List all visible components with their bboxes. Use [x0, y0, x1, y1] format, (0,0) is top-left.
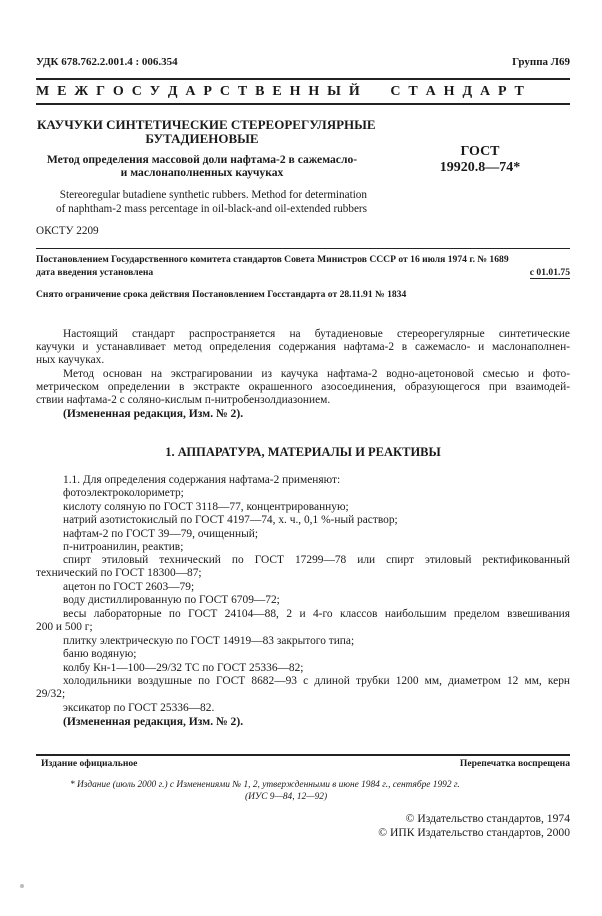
decree-line-1: Постановлением Государственного комитета стандартов Совета Министров СССР от 16 июля 1974 г. № 1689 [36, 254, 509, 265]
reprint-forbidden: Перепечатка воспрещена [459, 758, 570, 769]
list-line: 200 и 500 г; [36, 621, 93, 634]
section-1-list-c [63, 635, 354, 675]
title-english [37, 188, 367, 216]
standard-banner: М Е Ж Г О С У Д А Р С Т В Е Н Н Ы Й С Т А Н Д А Р Т [36, 84, 526, 99]
top-rule [36, 78, 570, 80]
list-line: холодильники воздушные по ГОСТ 8682—93 с длиной трубки 1200 мм, диаметром 12 мм, керн [63, 675, 570, 687]
footnote-line-1: * Издание (июль 2000 г.) с Изменениями № 1, 2, утвержденными в июне 1984 г., сентябре 1992 г. [70, 780, 460, 790]
title-en-1: Stereoregular butadiene synthetic rubbers. Method for determination [59, 189, 367, 201]
list-line: воду дистиллированную по ГОСТ 6709—72; [63, 594, 280, 607]
section-1-vesy [36, 608, 570, 634]
copyright-2000: © ИПК Издательство стандартов, 2000 [378, 826, 570, 839]
udk-code: УДК 678.762.2.001.4 : 006.354 [36, 56, 178, 68]
intro-paragraph-1 [36, 328, 570, 368]
decree-rule [36, 248, 570, 249]
list-line: плитку электрическую по ГОСТ 14919—83 закрытого типа; [63, 635, 355, 647]
section-1-list-a [63, 474, 398, 554]
scan-speck [20, 884, 24, 888]
decree-line-2: дата введения установлена [36, 267, 154, 278]
section-1-heading: 1. АППАРАТУРА, МАТЕРИАЛЫ И РЕАКТИВЫ [165, 445, 441, 459]
list-line: колбу Кн-1—100—29/32 ТС по ГОСТ 25336—82; [63, 661, 304, 674]
copyright-1974: © Издательство стандартов, 1974 [405, 812, 570, 825]
list-line: технический по ГОСТ 18300—87; [36, 567, 202, 580]
okstu-code: ОКСТУ 2209 [36, 225, 99, 237]
list-line: спирт этиловый технический по ГОСТ 17299—78 или спирт этиловый ректификованный [63, 554, 570, 566]
title-sub-1: Метод определения массовой доли нафтама-2 в сажемасло- [46, 153, 358, 166]
decree-line-3: Снято ограничение срока действия Постановлением Госстандарта от 28.11.91 № 1834 [36, 289, 407, 300]
section-1-spirt [36, 554, 570, 580]
list-line: 29/32; [36, 688, 66, 701]
decree-date: с 01.01.75 [529, 267, 570, 278]
intro-p2-line: ствии нафтама-2 с соляно-кислым п-нитробензолдиазонием. [36, 394, 331, 407]
official-edition: Издание официальное [41, 758, 138, 769]
intro-p1-line: ных каучуках. [36, 354, 105, 367]
list-line: кислоту соляную по ГОСТ 3118—77, концентрированную; [63, 500, 349, 513]
section-1-amendment: (Измененная редакция, Изм. № 2). [63, 715, 244, 728]
title-line-2: БУТАДИЕНОВЫЕ [145, 131, 259, 146]
section-1-list-b [63, 581, 280, 608]
list-line: весы лабораторные по ГОСТ 24104—88, 2 и 4-го классов наибольшим пределом взвешивания [63, 608, 570, 620]
group-code: Группа Л69 [512, 56, 570, 68]
intro-paragraph-2 [36, 368, 570, 408]
title-en-2: of naphtham-2 mass percentage in oil-black-and oil-extended rubbers [56, 203, 367, 215]
title-main [37, 117, 376, 146]
title-line-1: КАУЧУКИ СИНТЕТИЧЕСКИЕ СТЕРЕОРЕГУЛЯРНЫЕ [37, 117, 376, 132]
intro-p2-line: Метод основан на экстрагировании из каучука нафтама-2 водно-ацетоновой смесью и фото- [63, 368, 570, 380]
section-1-holodilniki [36, 675, 570, 701]
list-line: баню водяную; [63, 648, 137, 661]
intro-p1-line: каучуки и устанавливает метод определения содержания нафтама-2 в сажемасло- и маслонаполнен- [36, 341, 570, 354]
footnote-line-2: (ИУС 9—84, 12—92) [245, 792, 328, 802]
list-line: п-нитроанилин, реактив; [63, 541, 184, 554]
list-line: 1.1. Для определения содержания нафтама-2 применяют: [63, 474, 341, 486]
list-line: натрий азотистокислый по ГОСТ 4197—74, х. ч., 0,1 %-ный раствор; [63, 514, 398, 527]
gost-number: 19920.8—74* [439, 160, 521, 175]
list-line: фотоэлектроколориметр; [63, 487, 184, 500]
intro-amendment: (Измененная редакция, Изм. № 2). [63, 407, 244, 420]
intro-p1-line: Настоящий стандарт распространяется на бутадиеновые стереорегулярные синтетические [63, 328, 570, 340]
gost-label: ГОСТ [460, 144, 500, 159]
banner-rule [36, 103, 570, 105]
title-sub [37, 153, 367, 179]
footer-rule [36, 754, 570, 756]
list-line: нафтам-2 по ГОСТ 39—79, очищенный; [63, 527, 258, 540]
list-line: ацетон по ГОСТ 2603—79; [63, 581, 195, 593]
list-line: эксикатор по ГОСТ 25336—82. [63, 702, 215, 714]
intro-p2-line: метрическом определении в экстракте окрашенного азосоединения, образующегося при взаимодей- [36, 381, 570, 394]
title-sub-2: и маслонаполненных каучуках [120, 166, 284, 179]
gost-block [420, 144, 540, 176]
